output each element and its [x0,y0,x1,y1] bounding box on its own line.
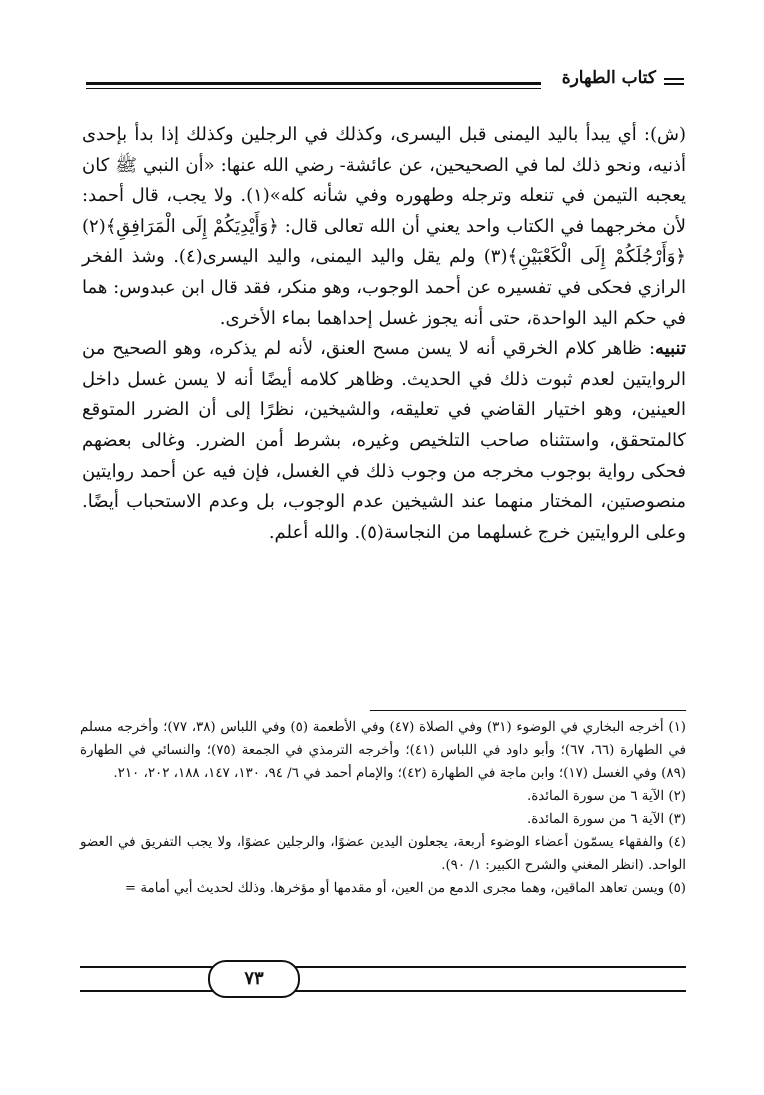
header-rule [86,82,541,89]
footnote-2: (٢) الآية ٦ من سورة المائدة. [526,789,686,804]
header-title: كتاب الطهارة [561,68,656,88]
footer-rule-bottom [80,990,686,992]
page-number: ٧٣ [208,960,300,998]
header-ornament [664,78,684,88]
note-label: تنبيه [655,338,686,360]
footnote-separator [370,710,686,711]
paragraph-1: (ش): أي يبدأ باليد اليمنى قبل اليسرى، وكذلك في الرجلين وكذلك إذا بدأ بإحدى أذنيه، ونحو ذلك لما في الصحيحين، عن عائشة- رضي الله عنها: «أن النبي ﷺ كان يعجبه التيمن في تنعله وترجله وطهوره وفي شأنه كله»(١). ولا يجب، قال أحمد: لأن مخرجهما في الكتاب واحد يعني أن الله تعالى قال: ﴿وَأَيْدِيَكُمْ إِلَى الْمَرَافِقِ﴾(٢) ﴿وَأَرْجُلَكُمْ إِلَى الْكَعْبَيْنِ﴾(٣) ولم يقل واليد اليمنى، واليد اليسرى(٤). وشذ الفخر الرازي فحكى في تفسيره عن أحمد الوجوب، وهو منكر، فقد قال ابن عبدوس: هما في حكم اليد الواحدة، حتى أنه يجوز غسل إحداهما بماء الأخرى. [82,124,686,329]
footnote-5: (٥) ويسن تعاهد الماقين، وهما مجرى الدمع من العين، أو مقدمها أو مؤخرها. وذلك لحديث أبي أمامة = [124,881,686,896]
footnote-1: (١) أخرجه البخاري في الوضوء (٣١) وفي الصلاة (٤٧) وفي الأطعمة (٥) وفي اللباس (٣٨، ٧٧)؛ وأخرجه مسلم في الطهارة (٦٦، ٦٧)؛ وأبو داود في اللباس (٤١)؛ وأخرجه الترمذي في الجمعة (٧٥)؛ والنسائي في الطهارة (٨٩) وفي الغسل (١٧)؛ وابن ماجة في الطهارة (٤٢)؛ والإمام أحمد في ٦/ ٩٤، ١٣٠، ١٤٧، ١٨٨، ٢٠٢، ٢١٠. [80,720,686,781]
paragraph-2 [82,334,686,548]
paragraph-2-text: : ظاهر كلام الخرقي أنه لا يسن مسح العنق، لأنه لم يذكره، وهو الصحيح من الروايتين لعدم ثبوت ذلك في الحديث. وظاهر كلامه أيضًا أنه لا يسن غسل داخل العينين، وهو اختيار القاضي في تعليقه، والشيخين، نظرًا إلى أن الضرر المتوقع كالمتحقق، واستثناه صاحب التلخيص وغيره، بشرط أمن الضرر. وغالى بعضهم فحكى رواية بوجوب مخرجه من وجوب ذلك في الغسل، فإن فيه عن أحمد روايتين منصوصتين، المختار منهما عند الشيخين عدم الوجوب، بل وعدم الاستحباب أيضًا. وعلى الروايتين خرج غسلهما من النجاسة(٥). والله أعلم. [82,338,686,543]
footnotes [80,716,686,900]
main-text [82,120,686,548]
footnote-3: (٣) الآية ٦ من سورة المائدة. [526,812,686,827]
footer-rule-top [80,966,686,968]
page-footer [80,960,686,1000]
footnote-4: (٤) والفقهاء يسمّون أعضاء الوضوء أربعة، يجعلون اليدين عضوًا، والرجلين عضوًا، ولا يجب التفريق في العضو الواحد. (انظر المغني والشرح الكبير: ١/ ٩٠). [80,835,686,873]
running-header [86,66,684,106]
